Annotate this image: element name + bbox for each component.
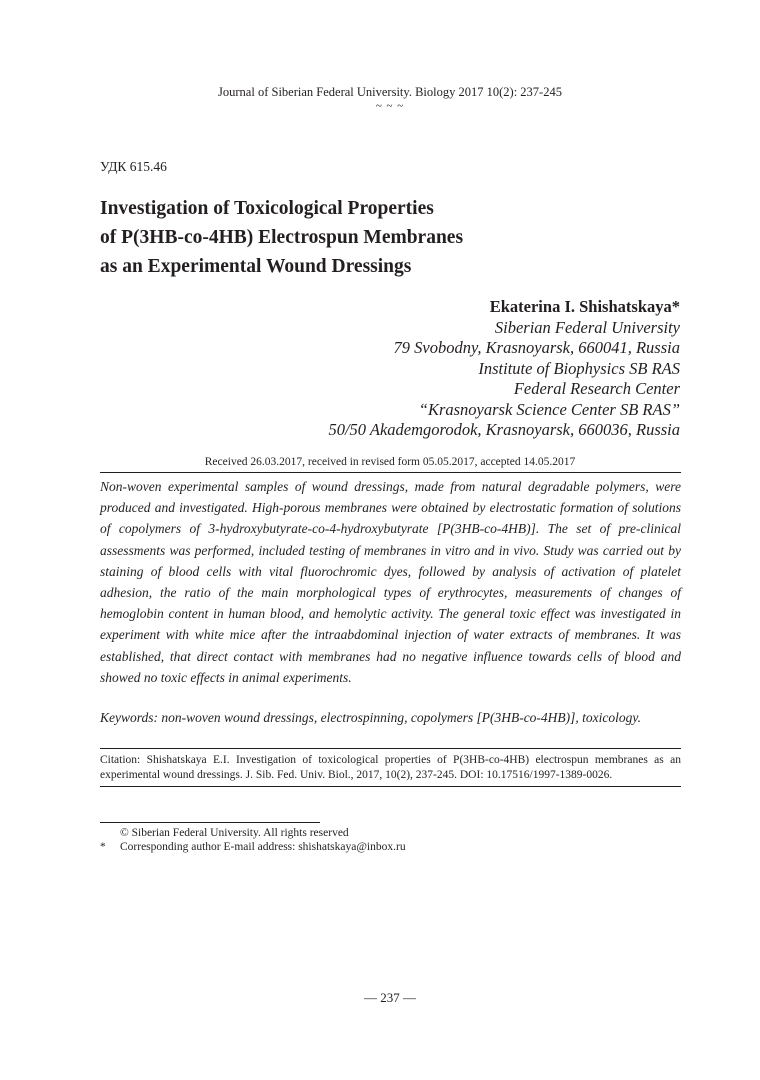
- paper-title: [100, 194, 660, 281]
- citation-top-rule: [100, 748, 681, 749]
- citation: Citation: Shishatskaya E.I. Investigation of toxicological properties of P(3HB-co-4HB) electrospun membranes as an experimental wound dressings. J. Sib. Fed. Univ. Biol., 2017, 10(2), 237-245. DOI: 10.17516/1997-1389-0026.: [100, 754, 681, 781]
- footnote-asterisk: *: [100, 841, 106, 853]
- title-line: as an Experimental Wound Dressings: [100, 256, 412, 277]
- journal-header: Journal of Siberian Federal University. Biology 2017 10(2): 237-245: [218, 85, 562, 99]
- received-dates: Received 26.03.2017, received in revised form 05.05.2017, accepted 14.05.2017: [204, 456, 576, 468]
- affiliation-line: 50/50 Akademgorodok, Krasnoyarsk, 660036, Russia: [328, 420, 680, 439]
- citation-bottom-rule: [100, 786, 681, 787]
- author-name: Ekaterina I. Shishatskaya*: [489, 297, 680, 316]
- affiliation-line: 79 Svobodny, Krasnoyarsk, 660041, Russia: [393, 338, 680, 357]
- abstract-text: Non-woven experimental samples of wound dressings, made from natural degradable polymers, were produced and investigated. High-porous membranes were obtained by electrostatic formation of solutions of copolymers of 3-hydroxybutyrate-co-4-hydroxybutyrate [P(3HB-co-4HB)]. The set of pre-clinical assessments was performed, included testing of membranes in vitro and in vivo. Study was carried out by staining of blood cells with vital fluorochromic dyes, followed by analysis of activation of platelet adhesion, the ratio of the main morphological types of erythrocytes, measurements of changes of hemoglobin content in human blood, and hemolytic activity. The general toxic effect was investigated in experiment with white mice after the intraabdominal injection of water extracts of membranes. It was established, that direct contact with membranes had no negative influence towards cells of blood and showed no toxic effects in animal experiments.: [100, 479, 681, 685]
- title-line: Investigation of Toxicological Properties: [100, 198, 434, 219]
- affiliation-line: Federal Research Center: [513, 379, 680, 398]
- copyright-footnote: © Siberian Federal University. All rights reserved: [120, 827, 349, 839]
- keywords: Keywords: non-woven wound dressings, electrospinning, copolymers [P(3HB-co-4HB)], toxicology.: [100, 710, 642, 725]
- author-block: [160, 297, 680, 441]
- title-line: of P(3HB-co-4HB) Electrospun Membranes: [100, 227, 464, 248]
- abstract-top-rule: [100, 472, 681, 473]
- page-number: — 237 —: [364, 990, 416, 1005]
- header-ornament: ~ ~ ~: [375, 100, 405, 112]
- affiliation-line: Siberian Federal University: [494, 317, 680, 337]
- affiliation-line: Institute of Biophysics SB RAS: [478, 358, 680, 378]
- affiliation-line: “Krasnoyarsk Science Center SB RAS”: [418, 399, 680, 419]
- corresponding-author-footnote: Corresponding author E-mail address: shishatskaya@inbox.ru: [120, 841, 406, 853]
- udk-code: УДК 615.46: [100, 159, 167, 174]
- footnote-rule: [100, 822, 320, 823]
